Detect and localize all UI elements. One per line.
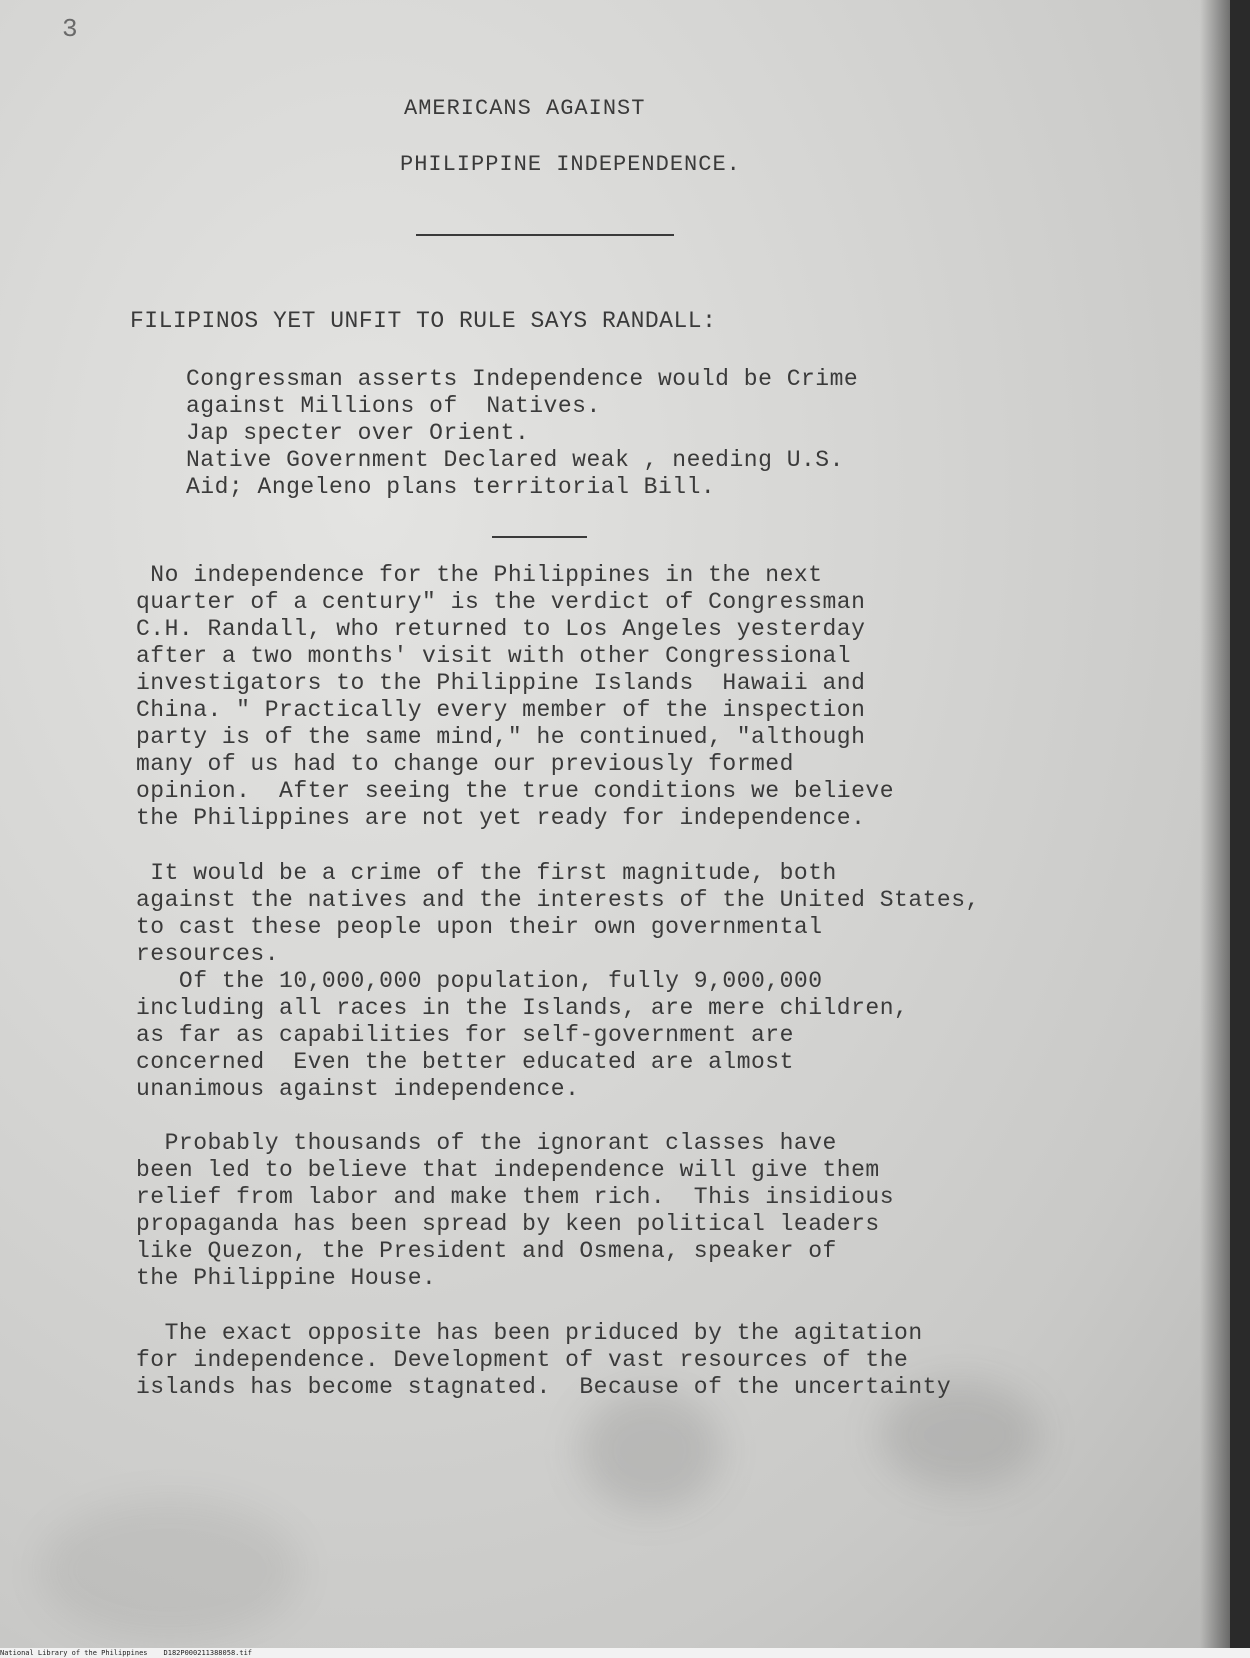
body-line: concerned Even the better educated are almost (136, 1049, 794, 1075)
body-line: C.H. Randall, who returned to Los Angeles yesterday (136, 616, 866, 642)
title-line-2: PHILIPPINE INDEPENDENCE. (400, 152, 741, 177)
title-divider (416, 234, 674, 236)
body-line: resources. (136, 941, 280, 967)
footer-library: National Library of the Philippines (0, 1649, 148, 1657)
body-line: unanimous against independence. (136, 1076, 580, 1102)
body-line: Of the 10,000,000 population, fully 9,000,000 (136, 968, 823, 994)
body-line: like Quezon, the President and Osmena, speaker of (136, 1238, 837, 1264)
scan-footer (0, 1648, 1250, 1658)
subhead-line: Jap specter over Orient. (186, 420, 530, 446)
subhead-line: against Millions of Natives. (186, 393, 601, 419)
section-divider (492, 536, 587, 538)
body-line: quarter of a century" is the verdict of Congressman (136, 589, 866, 615)
body-line: propaganda has been spread by keen political leaders (136, 1211, 880, 1237)
body-line: for independence. Development of vast resources of the (136, 1347, 909, 1373)
ink-stain (40, 1500, 300, 1640)
body-line: to cast these people upon their own governmental (136, 914, 823, 940)
subhead-line: Aid; Angeleno plans territorial Bill. (186, 474, 716, 500)
headline: FILIPINOS YET UNFIT TO RULE SAYS RANDALL: (130, 308, 717, 334)
ink-stain (580, 1390, 720, 1510)
page-edge-shadow (1200, 0, 1230, 1648)
body-line: against the natives and the interests of the United States, (136, 887, 980, 913)
body-line: islands has become stagnated. Because of the uncertainty (136, 1374, 952, 1400)
body-line: the Philippines are not yet ready for independence. (136, 805, 866, 831)
body-line: party is of the same mind," he continued, "although (136, 724, 866, 750)
body-line: China. " Practically every member of the inspection (136, 697, 866, 723)
subhead-line: Native Government Declared weak , needing U.S. (186, 447, 844, 473)
body-line: been led to believe that independence will give them (136, 1157, 880, 1183)
body-line: opinion. After seeing the true conditions we believe (136, 778, 895, 804)
body-line: relief from labor and make them rich. This insidious (136, 1184, 895, 1210)
body-line: after a two months' visit with other Congressional (136, 643, 852, 669)
body-line: as far as capabilities for self-government are (136, 1022, 794, 1048)
subhead-line: Congressman asserts Independence would be Crime (186, 366, 859, 392)
body-line: It would be a crime of the first magnitude, both (136, 860, 837, 886)
body-line: The exact opposite has been priduced by the agitation (136, 1320, 923, 1346)
body-line: investigators to the Philippine Islands Hawaii and (136, 670, 866, 696)
body-line: Probably thousands of the ignorant classes have (136, 1130, 837, 1156)
body-line: including all races in the Islands, are mere children, (136, 995, 909, 1021)
body-line: many of us had to change our previously formed (136, 751, 794, 777)
body-line: the Philippine House. (136, 1265, 437, 1291)
page-mark: 3 (62, 14, 79, 44)
body-line: No independence for the Philippines in the next (136, 562, 823, 588)
title-line-1: AMERICANS AGAINST (404, 96, 646, 121)
footer-file: D182P000211388058.tif (163, 1649, 253, 1657)
